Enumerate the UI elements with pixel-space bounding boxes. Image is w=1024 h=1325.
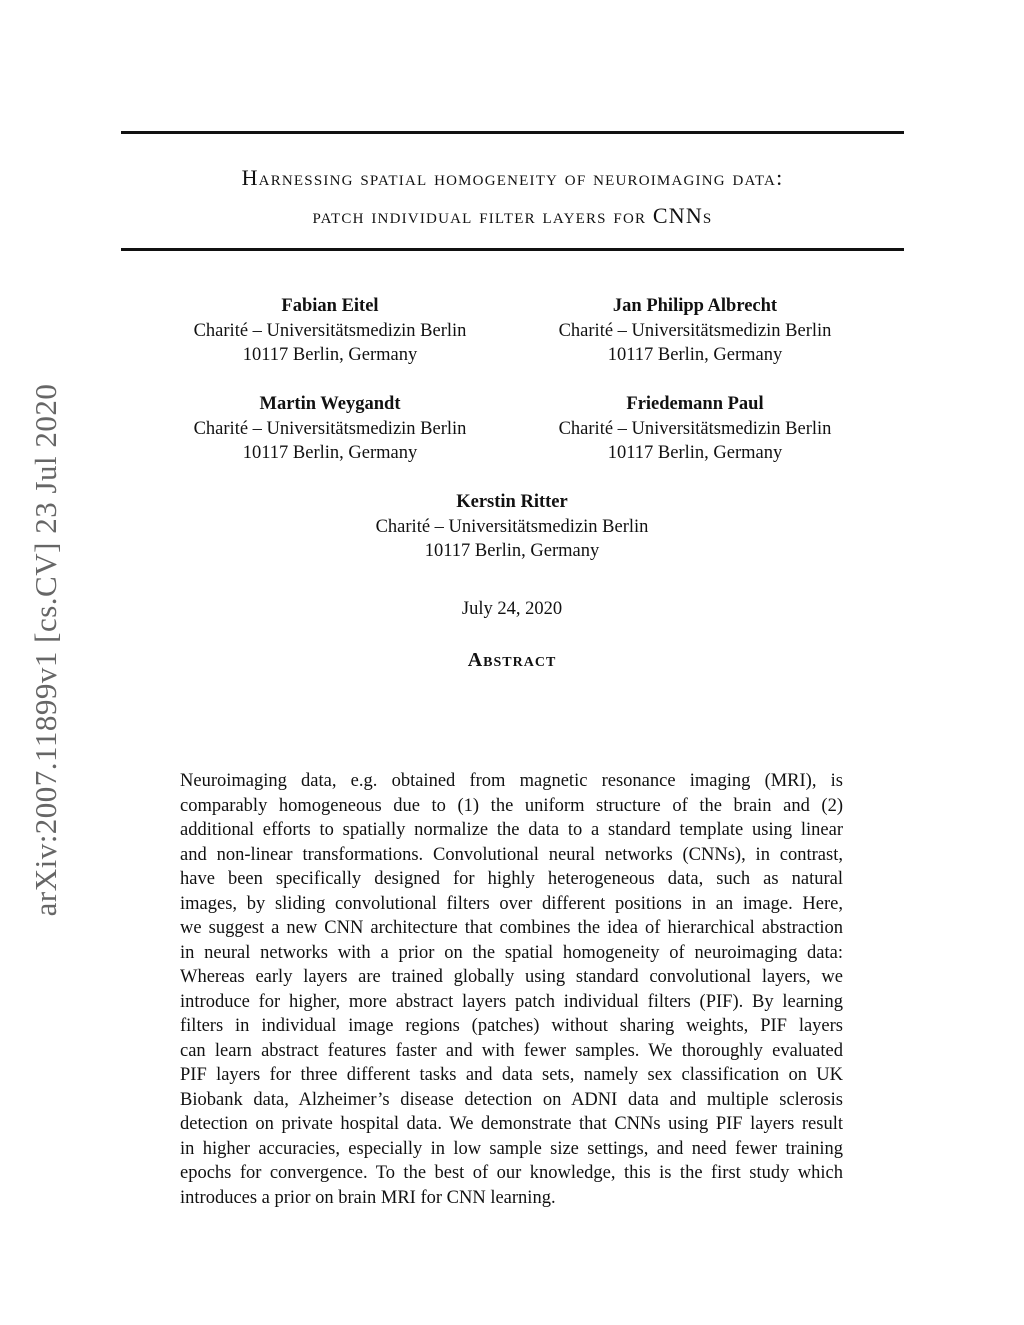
author-block-ritter: [342, 490, 682, 564]
abstract-line: Neuroimaging data, e.g. obtained from magnetic resonance imaging (MRI), is: [180, 771, 843, 791]
abstract-line: introduces a prior on brain MRI for CNN learning.: [180, 1187, 556, 1208]
abstract-line: in neural networks with a prior on the spatial homogeneity of neuroimaging data:: [180, 942, 843, 963]
abstract-line: PIF layers for three different tasks and data sets, namely sex classification on UK: [180, 1065, 843, 1085]
abstract-line: filters in individual image regions (patches) without sharing weights, PIF layers: [180, 1016, 843, 1036]
abstract-line: can learn abstract features faster and with fewer samples. We thoroughly evaluated: [180, 1040, 843, 1061]
abstract-line: in higher accuracies, especially in low sample size settings, and need fewer training: [180, 1138, 843, 1159]
abstract-line: and non-linear transformations. Convolutional neural networks (CNNs), in contrast,: [180, 844, 843, 865]
author-address: 10117 Berlin, Germany: [607, 443, 783, 463]
author-affiliation: Charité – Universitätsmedizin Berlin: [193, 418, 467, 439]
abstract-line: introduce for higher, more abstract layers patch individual filters (PIF). By learning: [180, 991, 843, 1012]
abstract-line: images, by sliding convolutional filters over different positions in an image. Here,: [180, 893, 843, 914]
paper-title-line-2: patch individual filter layers for CNNs: [312, 203, 713, 228]
abstract-line: Whereas early layers are trained globally using standard convolutional layers, we: [180, 967, 843, 987]
abstract-line: comparably homogeneous due to (1) the uniform structure of the brain and (2): [180, 795, 843, 816]
author-block-paul: [525, 392, 865, 466]
author-affiliation: Charité – Universitätsmedizin Berlin: [558, 418, 832, 439]
author-block-eitel: [160, 294, 500, 368]
author-address: 10117 Berlin, Germany: [242, 443, 418, 463]
author-affiliation: Charité – Universitätsmedizin Berlin: [375, 516, 649, 537]
abstract-line: additional efforts to spatially normalize the data to a standard template using linear: [180, 820, 843, 840]
title-rule-bottom: [121, 248, 904, 251]
author-name: Friedemann Paul: [626, 394, 764, 414]
paper-title-line-1: Harnessing spatial homogeneity of neuroimaging data:: [241, 165, 784, 190]
author-affiliation: Charité – Universitätsmedizin Berlin: [558, 320, 832, 341]
abstract-line: epochs for convergence. To the best of our knowledge, this is the first study which: [180, 1163, 843, 1183]
author-address: 10117 Berlin, Germany: [242, 345, 418, 365]
publication-date: July 24, 2020: [461, 599, 563, 619]
author-affiliation: Charité – Universitätsmedizin Berlin: [193, 320, 467, 341]
author-name: Kerstin Ritter: [456, 492, 568, 512]
author-name: Jan Philipp Albrecht: [612, 296, 778, 316]
title-rule-top: [121, 131, 904, 134]
abstract-body: [180, 769, 843, 1210]
abstract-line: detection on private hospital data. We demonstrate that CNNs using PIF layers result: [180, 1114, 843, 1134]
author-block-albrecht: [525, 294, 865, 368]
abstract-heading: Abstract: [467, 649, 557, 671]
abstract-line: have been specifically designed for highly heterogeneous data, such as natural: [180, 869, 843, 889]
arxiv-identifier: arXiv:2007.11899v1 [cs.CV] 23 Jul 2020: [28, 383, 63, 917]
abstract-line: we suggest a new CNN architecture that combines the idea of hierarchical abstraction: [180, 918, 843, 938]
author-name: Martin Weygandt: [259, 394, 401, 414]
author-block-weygandt: [160, 392, 500, 466]
author-address: 10117 Berlin, Germany: [424, 541, 600, 561]
abstract-line: Biobank data, Alzheimer’s disease detection on ADNI data and multiple sclerosis: [180, 1089, 843, 1110]
author-name: Fabian Eitel: [281, 296, 379, 316]
author-address: 10117 Berlin, Germany: [607, 345, 783, 365]
